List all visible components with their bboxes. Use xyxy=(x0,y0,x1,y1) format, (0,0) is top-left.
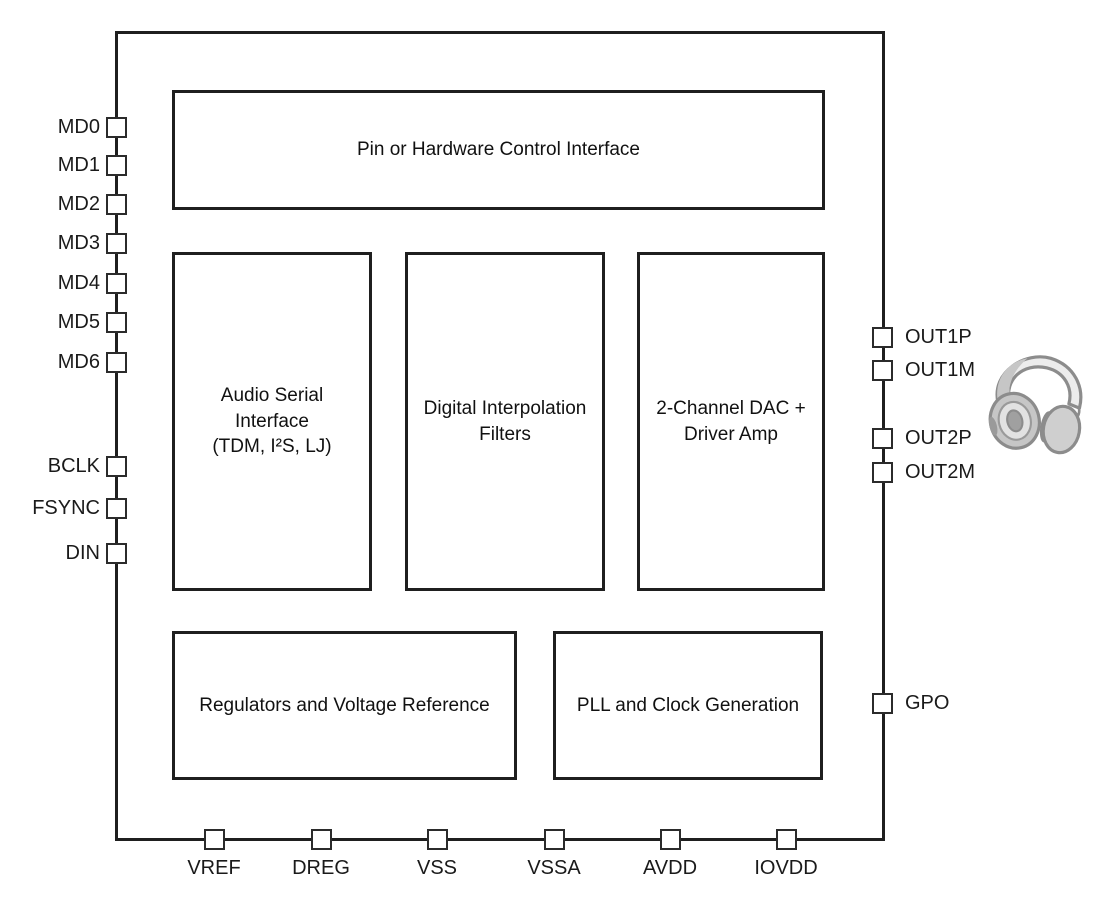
pin-label-avdd: AVDD xyxy=(642,857,698,879)
pin-label-md3: MD3 xyxy=(57,232,100,254)
pin-label-md1: MD1 xyxy=(57,154,100,176)
block-label: Regulators and Voltage Reference xyxy=(199,694,490,716)
pin-fsync xyxy=(106,498,127,519)
pin-md6 xyxy=(106,352,127,373)
pin-label-md5: MD5 xyxy=(57,311,100,333)
pin-din xyxy=(106,543,127,564)
pin-out1m xyxy=(872,360,893,381)
pin-iovdd xyxy=(776,829,797,850)
pin-md5 xyxy=(106,312,127,333)
pin-vssa xyxy=(544,829,565,850)
pin-label-gpo: GPO xyxy=(905,692,950,714)
pin-label-out2p: OUT2P xyxy=(905,427,972,449)
pin-label-md6: MD6 xyxy=(57,351,100,373)
pin-md3 xyxy=(106,233,127,254)
block-2channel-dac-driver-amp xyxy=(637,252,825,591)
pin-gpo xyxy=(872,693,893,714)
pin-label-bclk: BCLK xyxy=(47,455,100,477)
pin-label-iovdd: IOVDD xyxy=(754,857,818,879)
pin-avdd xyxy=(660,829,681,850)
block-label-line: Audio Serial xyxy=(220,385,324,407)
block-label-line: Digital Interpolation xyxy=(423,397,587,419)
pin-label-fsync: FSYNC xyxy=(32,497,100,519)
block-label-line: Driver Amp xyxy=(684,423,778,445)
pin-md2 xyxy=(106,194,127,215)
pin-label-out1m: OUT1M xyxy=(905,359,975,381)
pin-label-dreg: DREG xyxy=(292,857,350,879)
block-label: PLL and Clock Generation xyxy=(576,694,800,716)
pin-label-md2: MD2 xyxy=(57,193,100,215)
pin-label-vssa: VSSA xyxy=(527,857,581,879)
block-label: Pin or Hardware Control Interface xyxy=(356,139,640,161)
block-label-line: 2-Channel DAC + xyxy=(656,397,806,419)
pin-md1 xyxy=(106,155,127,176)
pin-label-out1p: OUT1P xyxy=(905,326,972,348)
block-label-line: Interface xyxy=(235,410,309,432)
block-label-line: (TDM, I²S, LJ) xyxy=(212,436,332,458)
pin-vss xyxy=(427,829,448,850)
block-pin-hw-control-interface xyxy=(172,90,825,210)
pin-bclk xyxy=(106,456,127,477)
pin-label-din: DIN xyxy=(65,542,100,564)
pin-out2m xyxy=(872,462,893,483)
block-pll-clock-generation xyxy=(553,631,823,780)
pin-label-vref: VREF xyxy=(187,857,241,879)
pin-md4 xyxy=(106,273,127,294)
headphones-icon xyxy=(983,350,1089,462)
pin-dreg xyxy=(311,829,332,850)
block-digital-interpolation-filters xyxy=(405,252,605,591)
block-label-line: Filters xyxy=(479,423,531,445)
pin-out2p xyxy=(872,428,893,449)
pin-md0 xyxy=(106,117,127,138)
pin-label-md0: MD0 xyxy=(57,116,100,138)
block-regulators-voltage-reference xyxy=(172,631,517,780)
pin-vref xyxy=(204,829,225,850)
pin-label-out2m: OUT2M xyxy=(905,461,975,483)
pin-out1p xyxy=(872,327,893,348)
pin-label-md4: MD4 xyxy=(57,272,100,294)
block-audio-serial-interface xyxy=(172,252,372,591)
pin-label-vss: VSS xyxy=(416,857,458,879)
